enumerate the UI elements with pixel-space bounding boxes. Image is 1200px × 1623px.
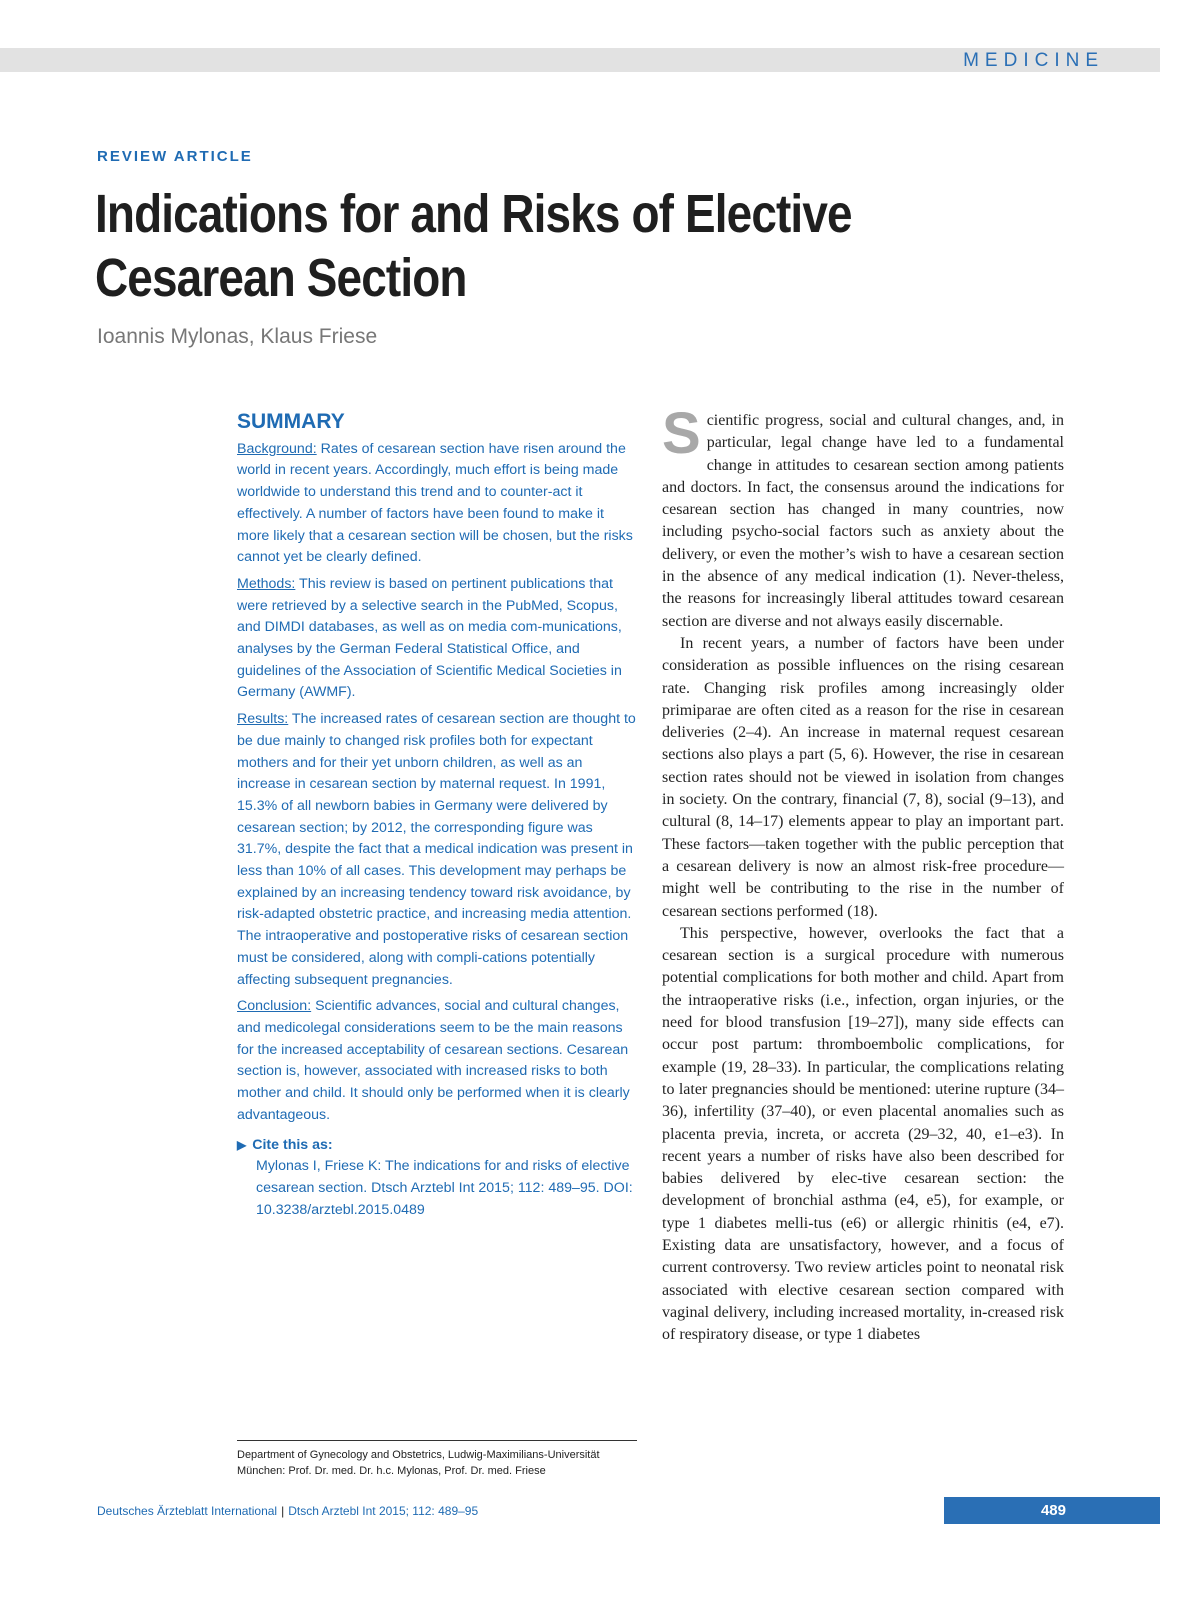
footer-reference: Dtsch Arztebl Int 2015; 112: 489–95 (288, 1504, 479, 1518)
author-affiliation (237, 1440, 637, 1479)
summary-box (237, 411, 637, 1221)
cite-heading (237, 1135, 637, 1157)
footer-journal: Deutsches Ärzteblatt International (97, 1504, 278, 1518)
footer-separator: | (281, 1504, 285, 1518)
body-text-column (662, 401, 1064, 1346)
summary-background (237, 439, 637, 569)
footer-citation (97, 1504, 478, 1518)
summary-methods (237, 574, 637, 704)
body-paragraph-1-text: cientific progress, social and cultural changes, and, in particular, legal change have led to a fundamental change in attitudes to cesarean section among patients and doctors. In fact, the consensus around the indications for cesarean section has changed in many countries, now including psycho-social factors such as anxiety about the delivery, or even the mother’s wish to have a cesarean section in the absence of any medical indication (1). Never-theless, the reasons for increasingly liberal attitudes toward cesarean section are diverse and not always easily discernable. (662, 412, 1064, 630)
article-type: REVIEW ARTICLE (97, 148, 253, 165)
cite-heading-label: Cite this as: (252, 1136, 333, 1153)
methods-text: This review is based on pertinent publications that were retrieved by a selective search in the PubMed, Scopus, and DIMDI databases, as well as on media com-munications, analyses by the German Federal Statistical Office, and guidelines of the Association of Scientific Medical Societies in Germany (AWMF). (237, 575, 622, 701)
page-number: 489 (944, 1497, 1160, 1524)
section-label: MEDICINE (963, 50, 1104, 71)
triangle-right-icon: ▶ (237, 1137, 247, 1152)
cite-text: Mylonas I, Friese K: The indications for and risks of elective cesarean section. Dtsch Arztebl Int 2015; 112: 489–95. DOI: 10.3238/arztebl.2015.0489 (256, 1158, 633, 1218)
article-title: Indications for and Risks of Elective Cesarean Section (95, 184, 852, 308)
background-text: Rates of cesarean section have risen around the world in recent years. Accordingly, much effort is being made worldwide to understand this trend and to counter-act it effectively. A number of factors have been found to make it more likely that a cesarean section will be chosen, but the risks cannot yet be clearly defined. (237, 440, 633, 566)
results-text: The increased rates of cesarean section are thought to be due mainly to changed risk profiles both for expectant mothers and for their yet unborn children, as well as an increase in cesarean section by maternal request. In 1991, 15.3% of all newborn babies in Germany were delivered by cesarean section; by 2012, the corresponding figure was 31.7%, despite the fact that a medical indication was present in less than 10% of all cases. This development may perhaps be explained by an increasing tendency toward risk avoidance, by risk-adapted obstetric practice, and increasing media attention. The intraoperative and postoperative risks of cesarean section must be considered, along with compli-cations potentially affecting subsequent pregnancies. (237, 711, 636, 988)
conclusion-text: Scientific advances, social and cultural changes, and medicolegal considerations seem to be the main reasons for the increased acceptability of cesarean sections. Cesarean section is, however, associated with increased risks to both mother and child. It should only be performed when it is clearly advantageous. (237, 998, 630, 1123)
body-paragraph-2: In recent years, a number of factors have been under consideration as possible influences on the rising cesarean rate. Changing risk profiles among increasingly older primiparae are often cited as a reason for the rise in cesarean deliveries (2–4). An increase in maternal request cesarean sections also plays a part (5, 6). However, the rise in cesarean section rates should not be viewed in isolation from changes in society. On the contrary, financial (7, 8), social (9–13), and cultural (8, 14–17) elements appear to play an important part. These factors—taken together with the public perception that a cesarean delivery is now an almost risk-free procedure—might well be contributing to the rise in the number of cesarean sections performed (18). (662, 634, 1064, 920)
affiliation-line-1: Department of Gynecology and Obstetrics, Ludwig-Maximilians-Universität (237, 1449, 600, 1461)
conclusion-label: Conclusion: (237, 998, 312, 1015)
drop-cap: S (662, 401, 701, 466)
summary-heading: SUMMARY (237, 410, 345, 433)
summary-conclusion (237, 996, 637, 1126)
article-authors: Ioannis Mylonas, Klaus Friese (97, 325, 378, 348)
body-paragraph-1 (662, 401, 1064, 633)
body-paragraph-3: This perspective, however, overlooks the fact that a cesarean section is a surgical procedure with numerous potential complications for both mother and child. Apart from the intraoperative risks (i.e., infection, organ injuries, or the need for blood transfusion [19–27]), many side effects can occur post partum: thromboembolic complications, for example (19, 28–33). In particular, the complications relating to later pregnancies should be mentioned: uterine rupture (34–36), infertility (37–40), or even placental anomalies such as placenta previa, increta, or accreta (29–32, 40, e1–e3). In recent years a number of risks have also been described for babies delivered by elec-tive cesarean section: the development of bronchial asthma (e4, e5), for example, or type 1 diabetes melli-tus (e6) or allergic rhinitis (e4, e7). Existing data are unsatisfactory, however, and a focus of current controversy. Two review articles point to neonatal risk associated with elective cesarean section compared with vaginal delivery, including increased mortality, in-creased risk of respiratory disease, or type 1 diabetes (662, 924, 1064, 1344)
background-label: Background: (237, 440, 317, 457)
results-label: Results: (237, 711, 289, 728)
affiliation-line-2: München: Prof. Dr. med. Dr. h.c. Mylonas, Prof. Dr. med. Friese (237, 1465, 546, 1477)
summary-results (237, 709, 637, 991)
methods-label: Methods: (237, 575, 296, 592)
